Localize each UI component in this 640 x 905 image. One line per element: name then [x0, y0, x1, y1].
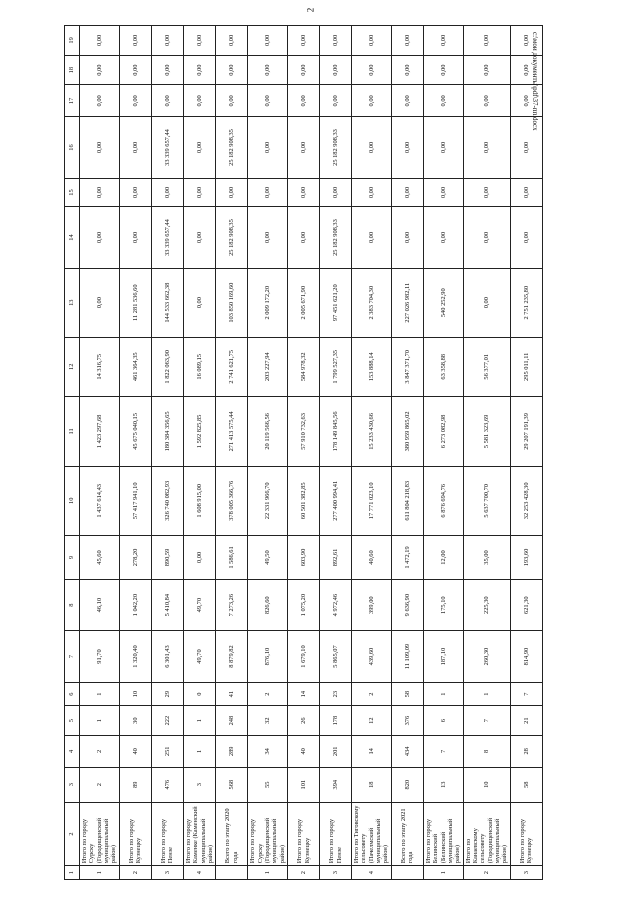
value-cell: 260,30: [463, 631, 510, 683]
table-row: [216, 26, 248, 880]
value-cell: 12: [352, 706, 392, 736]
value-cell: 1 679,10: [288, 631, 320, 683]
value-cell: 11 109,09: [391, 631, 423, 683]
value-cell: 2 741 621,75: [216, 337, 248, 396]
value-cell: 0,00: [352, 26, 392, 56]
value-cell: 7: [510, 682, 542, 705]
value-cell: 326 740 082,93: [151, 466, 183, 535]
value-cell: 91,70: [80, 631, 120, 683]
table-row: [248, 26, 288, 880]
value-cell: 1 320,40: [119, 631, 151, 683]
value-cell: 45 675 040,15: [119, 396, 151, 466]
value-cell: 0,00: [183, 26, 215, 56]
column-number-header: 13: [65, 268, 80, 337]
value-cell: 49,70: [183, 631, 215, 683]
row-number-cell: 1: [248, 866, 288, 880]
value-cell: 0,00: [80, 55, 120, 85]
row-number-cell: 3: [510, 866, 542, 880]
value-cell: 6 301,43: [151, 631, 183, 683]
value-cell: 60 501 382,85: [288, 466, 320, 535]
value-cell: 0,00: [288, 207, 320, 268]
value-cell: 476: [151, 767, 183, 802]
page-number: 2: [305, 7, 315, 13]
column-number-header: 5: [65, 706, 80, 736]
value-cell: 0,00: [151, 55, 183, 85]
value-cell: 45,60: [80, 535, 120, 580]
value-cell: 33 339 657,44: [151, 117, 183, 178]
value-cell: 25 182 908,35: [216, 117, 248, 178]
value-cell: 193,60: [510, 535, 542, 580]
rotated-table-container: [64, 25, 596, 880]
value-cell: 278,20: [119, 535, 151, 580]
value-cell: 63 358,88: [423, 337, 463, 396]
value-cell: 814,90: [510, 631, 542, 683]
value-cell: 0,00: [391, 117, 423, 178]
value-cell: 892,61: [320, 535, 352, 580]
value-cell: 0,00: [463, 268, 510, 337]
value-cell: 10: [463, 767, 510, 802]
value-cell: 277 400 994,41: [320, 466, 352, 535]
row-number-cell: 3: [320, 866, 352, 880]
value-cell: 0,00: [352, 207, 392, 268]
value-cell: 7 273,26: [216, 580, 248, 631]
value-cell: 0,00: [352, 55, 392, 85]
row-label-cell: Итого по Тиговскому сельсовету (Пачелмский муниципальный район): [352, 802, 392, 866]
value-cell: 1 799 527,35: [320, 337, 352, 396]
value-cell: 0,00: [288, 26, 320, 56]
row-label-cell: Итого по городу Белинский (Белинский муниципальный район): [423, 802, 463, 866]
value-cell: 7: [423, 735, 463, 767]
value-cell: 0,00: [463, 26, 510, 56]
value-cell: 1 822 063,90: [151, 337, 183, 396]
value-cell: 1 586,61: [216, 535, 248, 580]
table-row: [423, 26, 463, 880]
value-cell: 0,00: [288, 117, 320, 178]
value-cell: 826,60: [248, 580, 288, 631]
value-cell: 0,00: [423, 85, 463, 117]
value-cell: 1 075,20: [288, 580, 320, 631]
value-cell: 0,00: [423, 178, 463, 207]
value-cell: 97 451 621,20: [320, 268, 352, 337]
value-cell: 0,00: [80, 26, 120, 56]
column-number-header: 2: [65, 802, 80, 866]
value-cell: 12,00: [423, 535, 463, 580]
value-cell: 4 972,46: [320, 580, 352, 631]
value-cell: 57 417 941,10: [119, 466, 151, 535]
value-cell: 15 233 430,66: [352, 396, 392, 466]
value-cell: 0,00: [423, 26, 463, 56]
value-cell: 0,00: [463, 117, 510, 178]
value-cell: 3 847 371,70: [391, 337, 423, 396]
value-cell: 58: [391, 682, 423, 705]
value-cell: 5 637 700,70: [463, 466, 510, 535]
value-cell: 33 339 657,44: [151, 207, 183, 268]
row-label-cell: Итого по городу Пензе: [320, 802, 352, 866]
column-number-header: 10: [65, 466, 80, 535]
data-table: [64, 25, 543, 880]
column-number-header: 15: [65, 178, 80, 207]
value-cell: 289: [216, 735, 248, 767]
value-cell: 0,00: [183, 55, 215, 85]
value-cell: 0,00: [183, 117, 215, 178]
value-cell: 203 227,94: [248, 337, 288, 396]
value-cell: 22 331 966,70: [248, 466, 288, 535]
value-cell: 394: [320, 767, 352, 802]
value-cell: 2: [80, 767, 120, 802]
value-cell: 0,00: [423, 117, 463, 178]
column-number-header: 4: [65, 735, 80, 767]
value-cell: 0,00: [423, 207, 463, 268]
table-row: [80, 26, 120, 880]
row-number-cell: 3: [151, 866, 183, 880]
row-label-cell: Итого по городу Сурску (Городищенский муниципальный район): [248, 802, 288, 866]
value-cell: 5 581 323,69: [463, 396, 510, 466]
value-cell: 295 011,11: [510, 337, 542, 396]
value-cell: 32: [248, 706, 288, 736]
value-cell: 2 005 671,90: [288, 268, 320, 337]
value-cell: 1 042,20: [119, 580, 151, 631]
value-cell: 0,00: [510, 117, 542, 178]
value-cell: 1 423 297,68: [80, 396, 120, 466]
value-cell: 0,00: [320, 178, 352, 207]
column-number-header: 6: [65, 682, 80, 705]
value-cell: 0,00: [391, 26, 423, 56]
column-number-header: 18: [65, 55, 80, 85]
value-cell: 2 751 235,80: [510, 268, 542, 337]
value-cell: 6 273 082,98: [423, 396, 463, 466]
value-cell: 876,10: [248, 631, 288, 683]
column-number-header: 1: [65, 866, 80, 880]
table-row: [320, 26, 352, 880]
table-row: [288, 26, 320, 880]
row-number-cell: 2: [463, 866, 510, 880]
value-cell: 180 384 356,65: [151, 396, 183, 466]
row-label-cell: Итого по городу Кузнецку: [288, 802, 320, 866]
value-cell: 611 804 218,83: [391, 466, 423, 535]
value-cell: 34: [248, 735, 288, 767]
value-cell: 46,10: [80, 580, 120, 631]
value-cell: 227 026 982,11: [391, 268, 423, 337]
value-cell: 1 472,19: [391, 535, 423, 580]
value-cell: 434: [391, 735, 423, 767]
value-cell: 0,00: [391, 55, 423, 85]
row-number-cell: 2: [119, 866, 151, 880]
value-cell: 439,60: [352, 631, 392, 683]
value-cell: 25 182 908,33: [320, 207, 352, 268]
column-number-header: 11: [65, 396, 80, 466]
value-cell: 0,00: [288, 178, 320, 207]
value-cell: 820: [391, 767, 423, 802]
value-cell: 29: [151, 682, 183, 705]
value-cell: 0,00: [183, 207, 215, 268]
value-cell: 0,00: [352, 178, 392, 207]
value-cell: 2: [80, 735, 120, 767]
value-cell: 0,00: [463, 55, 510, 85]
value-cell: 0,00: [216, 178, 248, 207]
value-cell: 175,10: [423, 580, 463, 631]
row-number-cell: 1: [423, 866, 463, 880]
value-cell: 0,00: [216, 26, 248, 56]
value-cell: 201: [320, 735, 352, 767]
value-cell: 0,00: [391, 85, 423, 117]
value-cell: 14: [352, 735, 392, 767]
row-number-cell: 1: [80, 866, 120, 880]
value-cell: 0,00: [423, 55, 463, 85]
value-cell: 621,30: [510, 580, 542, 631]
value-cell: 2 383 704,30: [352, 268, 392, 337]
value-cell: 0,00: [248, 207, 288, 268]
value-cell: 0,00: [288, 85, 320, 117]
value-cell: 0,00: [352, 85, 392, 117]
value-cell: 11 281 536,60: [119, 268, 151, 337]
value-cell: 0,00: [463, 207, 510, 268]
value-cell: 6: [423, 706, 463, 736]
value-cell: 30: [119, 706, 151, 736]
value-cell: 0,00: [510, 207, 542, 268]
column-number-header: 7: [65, 631, 80, 683]
value-cell: 0,00: [80, 178, 120, 207]
row-number-cell: 2: [288, 866, 320, 880]
value-cell: 89: [119, 767, 151, 802]
row-label-cell: Итого по городу Каменке (Каменский муниципальный район): [183, 802, 215, 866]
row-label-cell: Всего по этапу 2021 года: [391, 802, 423, 866]
value-cell: 1: [80, 706, 120, 736]
value-cell: 0,00: [119, 117, 151, 178]
value-cell: 0,00: [151, 178, 183, 207]
value-cell: 1: [463, 682, 510, 705]
value-cell: 40: [288, 735, 320, 767]
value-cell: 1 592 825,85: [183, 396, 215, 466]
value-cell: 29 207 191,39: [510, 396, 542, 466]
value-cell: 101: [288, 767, 320, 802]
value-cell: 5 410,84: [151, 580, 183, 631]
value-cell: 0,00: [463, 178, 510, 207]
value-cell: 0,00: [510, 178, 542, 207]
row-label-cell: Всего по этапу 2020 года: [216, 802, 248, 866]
value-cell: 1: [80, 682, 120, 705]
value-cell: 0,00: [248, 85, 288, 117]
value-cell: 1: [183, 735, 215, 767]
column-number-header: 16: [65, 117, 80, 178]
value-cell: 0,00: [216, 55, 248, 85]
value-cell: 35,00: [463, 535, 510, 580]
value-cell: 0,00: [119, 55, 151, 85]
value-cell: 0,00: [80, 268, 120, 337]
row-number-cell: [391, 866, 423, 880]
row-label-cell: Итого по Канаевскому сельсовету (Городищенский муниципальный район): [463, 802, 510, 866]
value-cell: 0,00: [320, 85, 352, 117]
value-cell: 603,90: [288, 535, 320, 580]
value-cell: 9 636,90: [391, 580, 423, 631]
value-cell: 0,00: [510, 55, 542, 85]
value-cell: 103 850 169,60: [216, 268, 248, 337]
table-row: [151, 26, 183, 880]
value-cell: 0,00: [248, 117, 288, 178]
value-cell: 222: [151, 706, 183, 736]
value-cell: 3: [183, 767, 215, 802]
value-cell: 271 413 575,44: [216, 396, 248, 466]
table-row: [352, 26, 392, 880]
value-cell: 20 119 566,56: [248, 396, 288, 466]
value-cell: 14 316,75: [80, 337, 120, 396]
row-number-cell: [216, 866, 248, 880]
table-row: [463, 26, 510, 880]
value-cell: 0,00: [391, 207, 423, 268]
value-cell: 2: [352, 682, 392, 705]
column-number-header: 3: [65, 767, 80, 802]
value-cell: 26: [288, 706, 320, 736]
value-cell: 0,00: [320, 55, 352, 85]
value-cell: 0,00: [391, 178, 423, 207]
value-cell: 25 182 908,35: [216, 207, 248, 268]
row-number-cell: 4: [352, 866, 392, 880]
value-cell: 0,00: [183, 268, 215, 337]
table-row: [391, 26, 423, 880]
value-cell: 0,00: [151, 85, 183, 117]
value-cell: 0,00: [119, 207, 151, 268]
value-cell: 7: [463, 706, 510, 736]
value-cell: 49,70: [183, 580, 215, 631]
value-cell: 17 771 023,10: [352, 466, 392, 535]
value-cell: 0,00: [119, 85, 151, 117]
value-cell: 49,50: [248, 535, 288, 580]
value-cell: 58: [510, 767, 542, 802]
value-cell: 187,10: [423, 631, 463, 683]
value-cell: 56 377,01: [463, 337, 510, 396]
value-cell: 21: [510, 706, 542, 736]
value-cell: 540 252,90: [423, 268, 463, 337]
value-cell: 1: [423, 682, 463, 705]
value-cell: 5 865,07: [320, 631, 352, 683]
value-cell: 584 978,32: [288, 337, 320, 396]
value-cell: 0,00: [248, 178, 288, 207]
value-cell: 6 876 694,76: [423, 466, 463, 535]
value-cell: 14: [288, 682, 320, 705]
value-cell: 461 364,35: [119, 337, 151, 396]
value-cell: 0,00: [352, 117, 392, 178]
column-number-header: 9: [65, 535, 80, 580]
row-label-cell: Итого по городу Кузнецку: [119, 802, 151, 866]
value-cell: 0,00: [183, 85, 215, 117]
table-row: [119, 26, 151, 880]
column-number-header: 8: [65, 580, 80, 631]
value-cell: 178: [320, 706, 352, 736]
value-cell: 248: [216, 706, 248, 736]
value-cell: 8: [463, 735, 510, 767]
value-cell: 0: [183, 682, 215, 705]
value-cell: 13: [423, 767, 463, 802]
value-cell: 153 888,14: [352, 337, 392, 396]
value-cell: 8 879,82: [216, 631, 248, 683]
value-cell: 178 149 845,56: [320, 396, 352, 466]
value-cell: 0,00: [80, 85, 120, 117]
value-cell: 144 533 662,38: [151, 268, 183, 337]
value-cell: 0,00: [183, 535, 215, 580]
value-cell: 399,00: [352, 580, 392, 631]
value-cell: 568: [216, 767, 248, 802]
value-cell: 1: [183, 706, 215, 736]
value-cell: 376: [391, 706, 423, 736]
column-number-header: 19: [65, 26, 80, 56]
row-label-cell: Итого по городу Кузнецку: [510, 802, 542, 866]
value-cell: 2 009 172,20: [248, 268, 288, 337]
value-cell: 40: [119, 735, 151, 767]
value-cell: 18: [352, 767, 392, 802]
value-cell: 0,00: [119, 178, 151, 207]
value-cell: 0,00: [80, 117, 120, 178]
header-row: [65, 26, 80, 880]
table-row: [183, 26, 215, 880]
value-cell: 251: [151, 735, 183, 767]
value-cell: 890,59: [151, 535, 183, 580]
value-cell: 0,00: [248, 26, 288, 56]
value-cell: 23: [320, 682, 352, 705]
value-cell: 28: [510, 735, 542, 767]
row-label-cell: Итого по городу Пензе: [151, 802, 183, 866]
value-cell: 0,00: [119, 26, 151, 56]
value-cell: 0,00: [151, 26, 183, 56]
value-cell: 0,00: [463, 85, 510, 117]
value-cell: 378 005 366,76: [216, 466, 248, 535]
row-number-cell: 4: [183, 866, 215, 880]
column-number-header: 17: [65, 85, 80, 117]
value-cell: 1 437 614,43: [80, 466, 120, 535]
value-cell: 40,60: [352, 535, 392, 580]
value-cell: 0,00: [216, 85, 248, 117]
column-number-header: 12: [65, 337, 80, 396]
value-cell: 2: [248, 682, 288, 705]
value-cell: 0,00: [320, 26, 352, 56]
value-cell: 41: [216, 682, 248, 705]
value-cell: 55: [248, 767, 288, 802]
value-cell: 0,00: [248, 55, 288, 85]
value-cell: 16 089,15: [183, 337, 215, 396]
value-cell: 225,30: [463, 580, 510, 631]
value-cell: 0,00: [288, 55, 320, 85]
document-path-footer: c:\мои документы\pdf\37-пп.docx: [531, 32, 539, 131]
value-cell: 10: [119, 682, 151, 705]
row-label-cell: Итого по городу Сурску (Городищенский муниципальный район): [80, 802, 120, 866]
value-cell: 0,00: [510, 85, 542, 117]
value-cell: 380 959 865,02: [391, 396, 423, 466]
value-cell: 57 910 732,63: [288, 396, 320, 466]
value-cell: 25 182 908,33: [320, 117, 352, 178]
value-cell: 0,00: [183, 178, 215, 207]
value-cell: 0,00: [80, 207, 120, 268]
column-number-header: 14: [65, 207, 80, 268]
value-cell: 32 253 428,30: [510, 466, 542, 535]
value-cell: 1 608 915,00: [183, 466, 215, 535]
value-cell: 0,00: [510, 26, 542, 56]
